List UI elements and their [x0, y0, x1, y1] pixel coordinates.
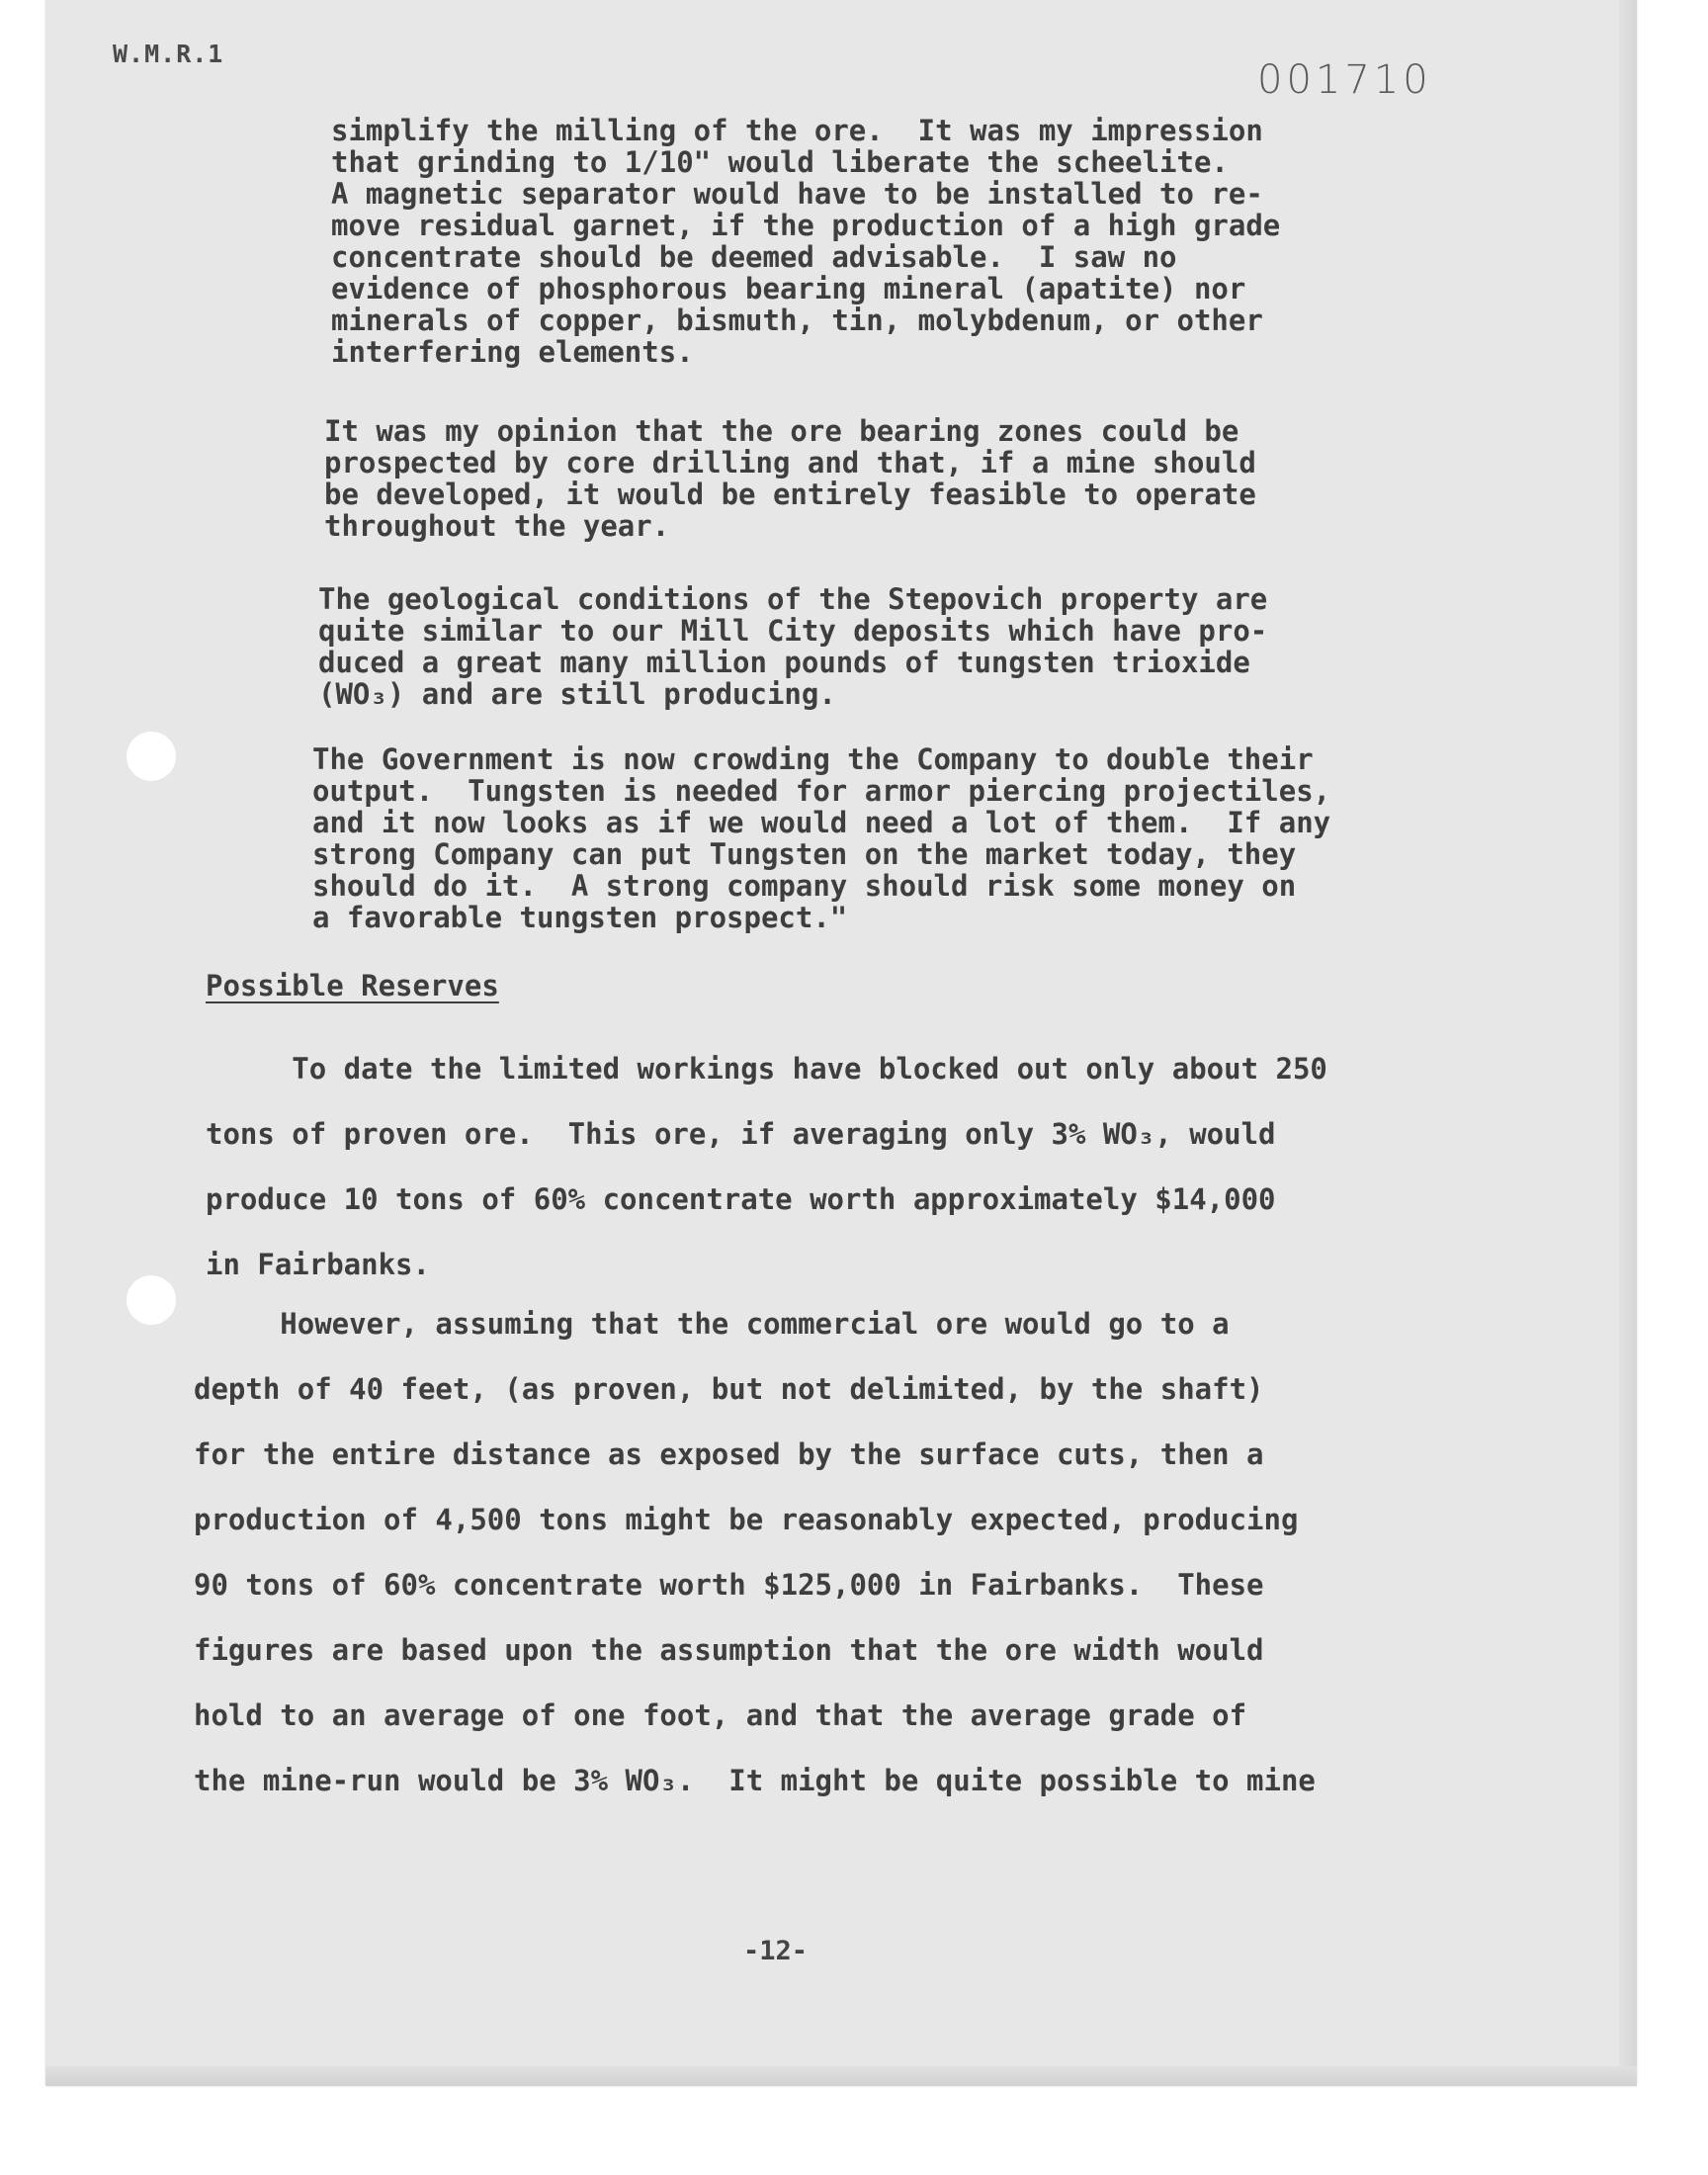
paragraph-drilling: It was my opinion that the ore bearing zones could be prospected by core drilling and that, if a mine should be developed, it would be entirely feasible to operate throughout the year.: [324, 414, 1256, 543]
punch-hole-lower: [127, 1275, 176, 1325]
page-number: -12-: [743, 1936, 809, 1966]
punch-hole-upper: [127, 732, 176, 781]
page-edge-bottom: [45, 2066, 1637, 2086]
paragraph-proven-ore: To date the limited workings have blocked out only about 250 tons of proven ore. This ore, if averaging only 3% WO₃, would produce 10 tons of 60% concentrate worth approximately $14,000 in Fairbanks.: [206, 1052, 1327, 1281]
section-heading: Possible Reserves: [206, 969, 499, 1002]
file-reference: W.M.R.1: [113, 40, 224, 68]
paragraph-government: The Government is now crowding the Company to double their output. Tungsten is needed for armor piercing projectiles, and it now looks as if we would need a lot of them. If any strong Company can put Tungsten on the market today, they should do it. A strong company should risk some money on a favorable tungsten prospect.": [312, 742, 1331, 934]
page-edge-right: [1619, 0, 1637, 2086]
document-number-stamp: 001710: [1257, 57, 1432, 103]
paragraph-geology: The geological conditions of the Stepovich property are quite similar to our Mill City deposits which have pro- duced a great many million pounds of tungsten trioxide (WO₃) and are still producing.: [318, 582, 1268, 711]
paragraph-production-estimate: However, assuming that the commercial ore would go to a depth of 40 feet, (as proven, but not delimited, by the shaft) for the entire distance as exposed by the surface cuts, then a production of 4,500 tons might be reasonably expected, producing 90 tons of 60% concentrate worth $125,000 in Fairbanks. These figures are based upon the assumption that the ore width would hold to an average of one foot, and that the average grade of the mine-run would be 3% WO₃. It might be quite possible to mine: [194, 1307, 1316, 1797]
paragraph-milling: simplify the milling of the ore. It was my impression that grinding to 1/10" would liberate the scheelite. A magnetic separator would have to be installed to re- move residual garnet, if the production of a high grade concentrate should be deemed advisable. I saw no evidence of phosphorous bearing mineral (apatite) nor minerals of copper, bismuth, tin, molybdenum, or other interfering elements.: [331, 114, 1281, 369]
